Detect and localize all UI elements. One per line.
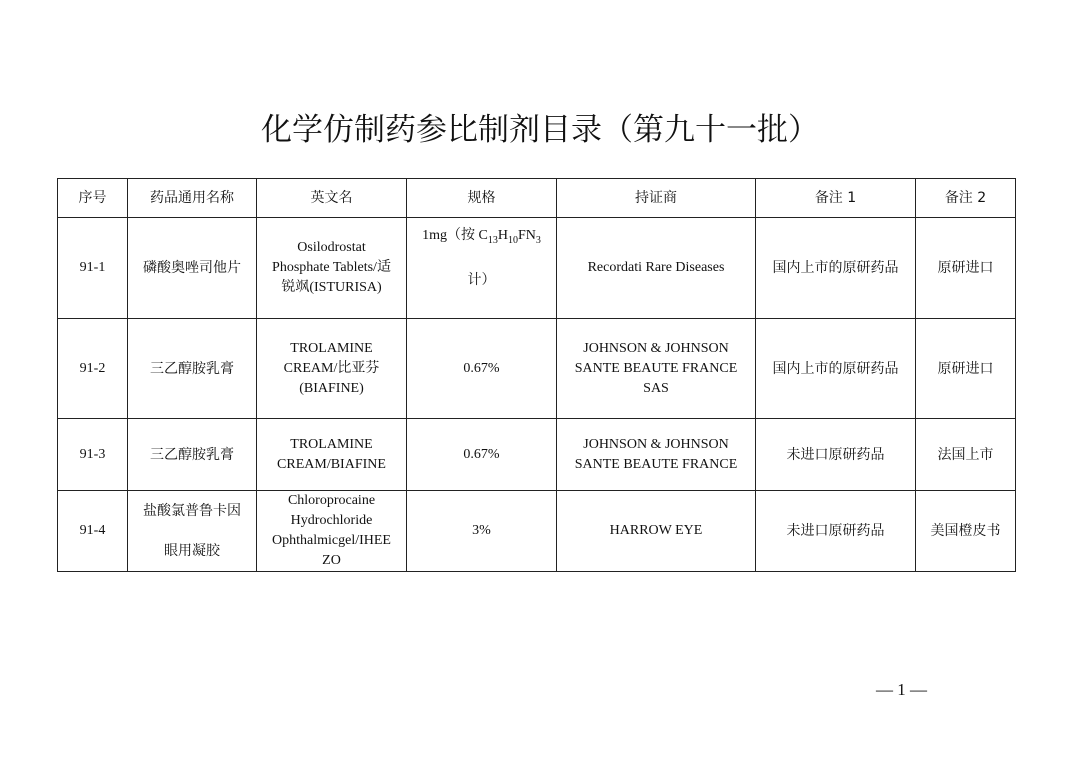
holder-line: SAS: [643, 380, 669, 396]
license-holder: HARROW EYE: [557, 491, 756, 572]
holder-line: JOHNSON & JOHNSON: [583, 340, 729, 356]
drug-name-cn: 三乙醇胺乳膏: [128, 419, 257, 491]
header-cell: 备注 1: [756, 179, 916, 218]
row-id: 91-3: [58, 419, 128, 491]
spec-cell: [407, 218, 557, 319]
drug-name-cn: 三乙醇胺乳膏: [128, 319, 257, 419]
note-1: 国内上市的原研药品: [756, 218, 916, 319]
spec-suffix: 计）: [467, 272, 496, 288]
header-cell: 序号: [58, 179, 128, 218]
page-title: 化学仿制药参比制剂目录（第九十一批）: [261, 112, 819, 148]
drug-name-cn: 磷酸奥唑司他片: [128, 218, 257, 319]
note-2: 原研进口: [916, 319, 1016, 419]
table-row: [58, 319, 1016, 419]
note-1: 国内上市的原研药品: [756, 319, 916, 419]
note-2: 法国上市: [916, 419, 1016, 491]
license-holder: [557, 319, 756, 419]
spec-cell: 3%: [407, 491, 557, 572]
reference-drug-table: [57, 178, 1016, 572]
name-en-line: 锐飒(ISTURISA): [281, 280, 382, 295]
holder-line: JOHNSON & JOHNSON: [583, 436, 729, 452]
name-en-line: CREAM/比亚芬: [283, 360, 380, 376]
name-en-line: Chloroprocaine: [287, 493, 376, 508]
header-cell: 药品通用名称: [128, 179, 257, 218]
name-en-line: CREAM/BIAFINE: [277, 456, 386, 472]
name-en-line: TROLAMINE: [290, 436, 373, 452]
note-2: 美国橙皮书: [916, 491, 1016, 572]
name-en-line: ZO: [322, 553, 341, 568]
row-id: 91-1: [58, 218, 128, 319]
header-cell: 规格: [407, 179, 557, 218]
table-row: [58, 491, 1016, 572]
header-cell: 英文名: [257, 179, 407, 218]
spec-cell: 0.67%: [407, 319, 557, 419]
name-cn-line: 盐酸氯普鲁卡因: [143, 503, 241, 519]
row-id: 91-2: [58, 319, 128, 419]
drug-name-cn: [128, 491, 257, 572]
note-1: 未进口原研药品: [756, 419, 916, 491]
license-holder: Recordati Rare Diseases: [557, 218, 756, 319]
name-en-line: TROLAMINE: [290, 340, 373, 356]
drug-name-en: [257, 491, 407, 572]
table-header-row: [58, 179, 1016, 218]
header-cell: 备注 2: [916, 179, 1016, 218]
name-en-line: Osilodrostat: [297, 240, 366, 255]
name-cn-line: 眼用凝胶: [164, 543, 220, 559]
row-id: 91-4: [58, 491, 128, 572]
page-number: — 1 —: [876, 680, 927, 699]
spec-cell: 0.67%: [407, 419, 557, 491]
name-en-line: (BIAFINE): [299, 380, 364, 396]
drug-name-en: [257, 419, 407, 491]
name-en-line: Ophthalmicgel/IHEE: [272, 533, 391, 548]
drug-name-en: [257, 218, 407, 319]
table-row: [58, 419, 1016, 491]
note-2: 原研进口: [916, 218, 1016, 319]
license-holder: [557, 419, 756, 491]
table-row: [58, 218, 1016, 319]
note-1: 未进口原研药品: [756, 491, 916, 572]
drug-name-en: [257, 319, 407, 419]
holder-line: SANTE BEAUTE FRANCE: [574, 360, 738, 376]
name-en-line: Phosphate Tablets/适: [272, 260, 391, 275]
name-en-line: Hydrochloride: [290, 513, 373, 528]
spec-formula: 1mg（按 $C_{13}H_{10}FN_3$: [422, 228, 541, 246]
holder-line: SANTE BEAUTE FRANCE: [574, 456, 738, 472]
header-cell: 持证商: [557, 179, 756, 218]
